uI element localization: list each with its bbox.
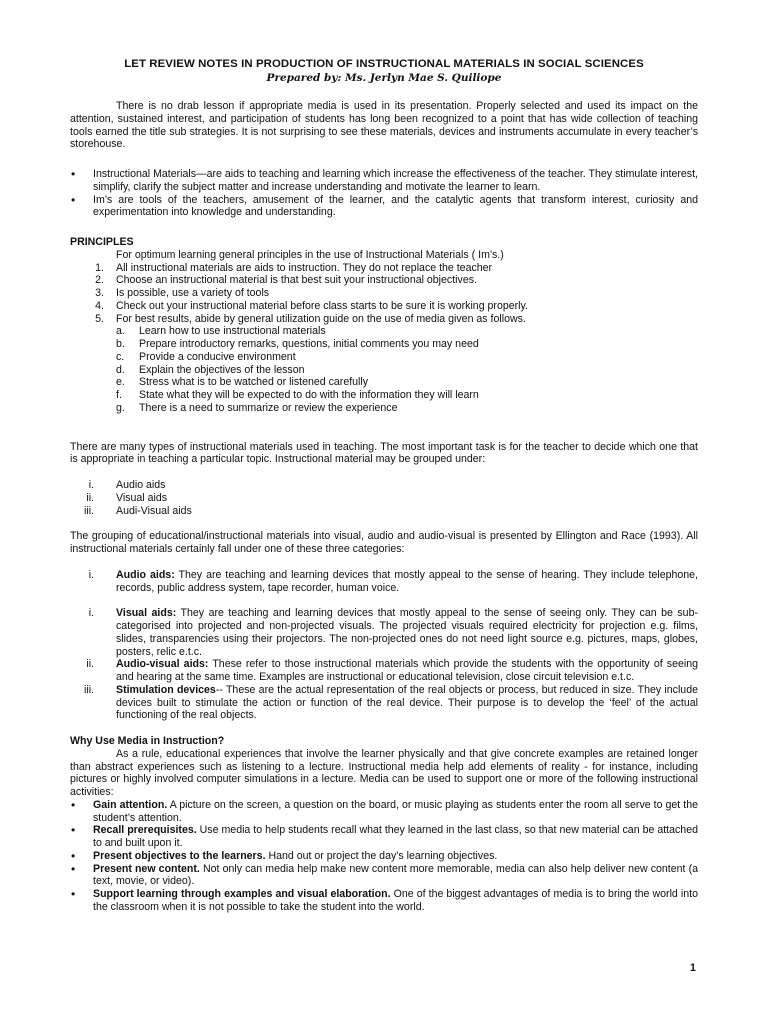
list-number: 4.	[95, 299, 104, 312]
list-item: • Instructional Materials—are aids to teaching and learning which increase the effectiveness of the teacher. They stimulate interest, simplify, clarify the subject matter and increase understanding and motivate the learner to learn.	[70, 168, 698, 194]
document-title: LET REVIEW NOTES IN PRODUCTION OF INSTRUCTIONAL MATERIALS IN SOCIAL SCIENCES	[124, 58, 644, 70]
types-list	[70, 479, 698, 517]
list-item	[70, 569, 698, 595]
list-numeral: iii.	[83, 504, 94, 517]
list-item	[70, 325, 698, 338]
list-text: There is a need to summarize or review the experience	[139, 401, 398, 414]
category-text: These refer to those instructional materials which provide the students with the opportunity of seeing and hearing at the same time. Examples are instructional or educational television, close circuit television e.t.c.	[116, 658, 698, 683]
activity-text: Use media to help students recall what they learned in the last class, so that new material can be attached to and built upon it.	[93, 824, 698, 849]
activity-term: Present new content.	[93, 862, 200, 875]
list-item	[70, 300, 698, 313]
list-text: Stress what is to be watched or listened carefully	[139, 376, 369, 389]
category-term: Audio-visual aids:	[116, 658, 209, 671]
list-number: 2.	[95, 274, 104, 287]
why-paragraph: As a rule, educational experiences that involve the learner physically and that give concrete examples are retained longer than abstract experiences such as listening to a lecture. Instructional media help add elements of reality - for instance, including pictures or highly involved computer simulations in a lecture. Media can be used to support one or more of the following instructional activities:	[70, 747, 698, 798]
list-text: Learn how to use instructional materials	[139, 325, 326, 338]
author-byline: Prepared by: Ms. Jerlyn Mae S. Quiliope	[266, 72, 502, 84]
list-item	[70, 389, 698, 402]
category-term: Visual aids:	[116, 607, 177, 620]
page-number: 1	[690, 962, 696, 974]
types-paragraph: There are many types of instructional materials used in teaching. The most important task is for the teacher to decide which one that is appropriate in teaching a particular topic. Instructional material may be grouped under:	[70, 440, 698, 466]
list-item	[70, 658, 698, 684]
activity-term: Present objectives to the learners.	[93, 849, 266, 862]
grouping-paragraph: The grouping of educational/instructional materials into visual, audio and audio-visual is presented by Ellington and Race (1993). All instructional materials certainly fall under one of these three categories:	[70, 530, 698, 555]
principles-heading: PRINCIPLES	[70, 236, 134, 248]
list-item	[70, 607, 698, 658]
list-text: Choose an instructional material is that best suit your instructional objectives.	[116, 274, 477, 287]
activity-text: One of the biggest advantages of media is to bring the world into the classroom when it is not possible to take the student into the world.	[93, 888, 698, 913]
list-text: All instructional materials are aids to instruction. They do not replace the teacher	[116, 261, 493, 274]
list-letter: d.	[116, 363, 125, 376]
list-letter: g.	[116, 401, 125, 414]
list-text: Check out your instructional material before class starts to be sure it is working properly.	[116, 299, 528, 312]
category-text: -- These are the actual representation of the real objects or process, but reduced in size. They include devices built to stimulate the action or function of the real device. Their purpose is to develop the ‘feel’ of the actual functioning of the real objects.	[116, 683, 698, 722]
list-letter: c.	[116, 350, 125, 363]
principles-list	[70, 262, 698, 326]
why-heading: Why Use Media in Instruction?	[70, 735, 225, 747]
list-text: Audi-Visual aids	[116, 504, 192, 517]
category-text: They are teaching and learning devices that mostly appeal to the sense of hearing. They include telephone, records, public address system, tape recorder, human voice.	[116, 568, 699, 594]
list-numeral: i.	[88, 479, 94, 491]
category-term: Stimulation devices	[116, 683, 216, 696]
principles-lead: For optimum learning general principles in the use of Instructional Materials ( Im’s.)	[116, 248, 504, 261]
list-text: Explain the objectives of the lesson	[139, 363, 305, 376]
list-numeral: ii.	[86, 491, 94, 504]
list-number: 1.	[95, 261, 104, 274]
list-item	[70, 850, 698, 863]
list-text: Visual aids	[116, 491, 168, 504]
list-item	[70, 492, 698, 505]
list-text: Audio aids	[116, 479, 166, 491]
list-text: Prepare introductory remarks, questions, initial comments you may need	[139, 338, 479, 350]
list-item	[70, 888, 698, 914]
list-text: Is possible, use a variety of tools	[116, 287, 270, 299]
activity-term: Gain attention.	[93, 798, 168, 811]
list-item	[70, 262, 698, 275]
list-item: • Im’s are tools of the teachers, amusement of the learner, and the catalytic agents that transform interest, curiosity and experimentation into knowledge and understanding.	[70, 194, 698, 220]
list-item	[70, 274, 698, 287]
document-body	[70, 100, 698, 914]
category-term: Audio aids:	[116, 568, 175, 581]
list-numeral: iii.	[83, 683, 94, 696]
list-numeral: ii.	[86, 658, 94, 671]
list-letter: a.	[116, 325, 125, 338]
list-item	[70, 351, 698, 364]
intro-paragraph: There is no drab lesson if appropriate media is used in its presentation. Properly selected and used its impact on the attention, sustained interest, and participation of students has long been recognized to a point that has wide collection of teaching tools earned the title sub strategies. It is not surprising to see these materials, devices and instruments accumulate in every teacher’s storehouse.	[70, 100, 698, 151]
list-letter: f.	[116, 389, 122, 401]
list-item	[70, 799, 698, 825]
list-item	[70, 863, 698, 889]
list-text: State what they will be expected to do with the information they will learn	[139, 389, 479, 401]
activities-list	[70, 799, 698, 914]
list-item	[70, 824, 698, 850]
category-text: They are teaching and learning devices that mostly appeal to the sense of seeing only. They can be sub-categorised into projected and non-projected visuals. The projected visuals required electricity for projection e.g. films, slides, transparencies using their projectors. The non-projected ones do not need light source e.g. pictures, maps, globes, posters, relic e.t.c.	[116, 607, 698, 658]
activity-term: Support learning through examples and visual elaboration.	[93, 888, 391, 900]
list-item	[70, 338, 698, 351]
activity-text: Hand out or project the day’s learning objectives.	[265, 849, 498, 862]
list-numeral: i.	[88, 607, 94, 620]
activity-text: Not only can media help make new content more memorable, media can also help deliver new content (a text, movie, or video).	[93, 862, 698, 888]
utilization-guide-list	[70, 325, 698, 414]
list-numeral: i.	[88, 568, 94, 581]
list-number: 3.	[95, 287, 104, 299]
list-item	[70, 479, 698, 492]
list-text: For best results, abide by general utilization guide on the use of media given as follows.	[116, 312, 526, 325]
list-item	[70, 505, 698, 518]
list-item	[70, 313, 698, 326]
list-item	[70, 287, 698, 300]
activity-text: A picture on the screen, a question on the board, or music playing as students enter the room all serve to get the student’s attention.	[93, 798, 699, 824]
list-letter: b.	[116, 338, 125, 350]
list-item	[70, 376, 698, 389]
list-text: Provide a conducive environment	[139, 350, 296, 363]
list-item	[70, 402, 698, 415]
list-letter: e.	[116, 376, 125, 389]
activity-term: Recall prerequisites.	[93, 824, 197, 837]
list-item	[70, 364, 698, 377]
list-item	[70, 684, 698, 722]
list-number: 5.	[95, 312, 104, 325]
definitions-list	[70, 168, 698, 219]
